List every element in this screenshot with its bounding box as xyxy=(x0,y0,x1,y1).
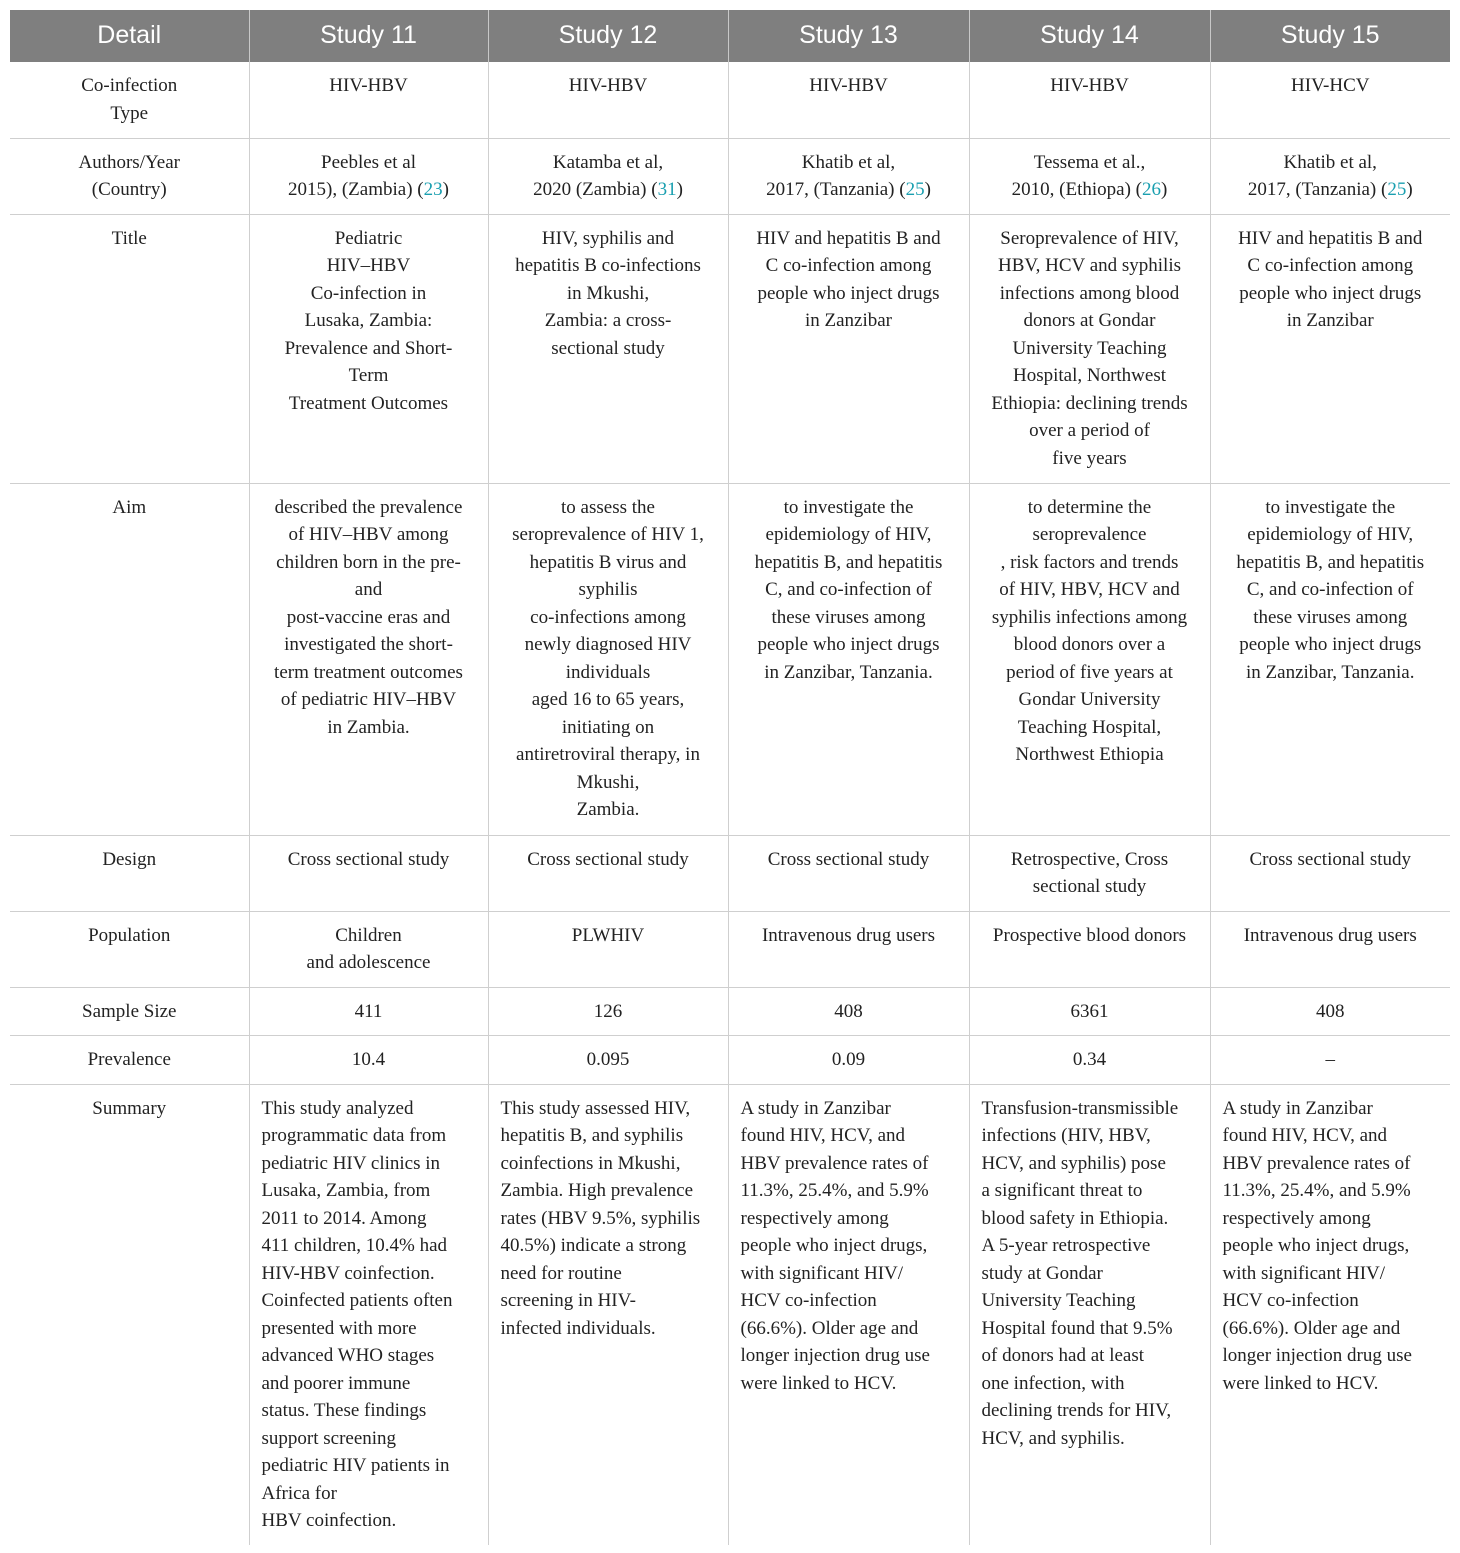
cell-text-line: pediatric HIV clinics in xyxy=(261,1152,441,1174)
cell-text-line: antiretroviral therapy, in xyxy=(516,744,700,765)
cell-text-line: people who inject drugs xyxy=(757,634,940,655)
cell-text-line: longer injection drug use xyxy=(1222,1345,1412,1366)
cell-text-line: hepatitis B co-infections xyxy=(515,255,701,276)
cell-text-line: Cross sectional study xyxy=(527,848,689,870)
table-cell xyxy=(249,214,488,483)
cell-text-line: Term xyxy=(348,365,389,386)
cell-text-line: Pediatric xyxy=(334,227,403,249)
cell-text-line: people who inject drugs xyxy=(1239,634,1422,655)
cell-text-line: initiating on xyxy=(561,716,655,738)
cell-text-line: of HIV–HBV among xyxy=(288,524,449,545)
cell-text-line: This study assessed HIV, xyxy=(500,1097,691,1119)
cell-text-line: , risk factors and trends xyxy=(1000,551,1179,573)
table-cell xyxy=(728,1084,969,1545)
cell-text-line: in Zanzibar xyxy=(1286,310,1374,331)
row-authors-year xyxy=(10,138,1450,214)
table-cell: HIV-HBV xyxy=(488,62,728,138)
row-population xyxy=(10,911,1450,987)
cell-text-line: to investigate the xyxy=(1265,496,1396,518)
cell-text-line: coinfections in Mkushi, xyxy=(500,1152,681,1174)
author-line: Khatib et al, xyxy=(801,151,896,173)
cell-text-line: Seroprevalence of HIV, xyxy=(1000,227,1179,249)
cell-text-line: infections (HIV, HBV, xyxy=(981,1125,1151,1146)
row-label: Sample Size xyxy=(10,987,249,1036)
table-cell xyxy=(249,1084,488,1545)
cell-text-line: aged 16 to 65 years, xyxy=(531,689,685,710)
table-cell: HIV-HCV xyxy=(1210,62,1450,138)
paren-close: ) xyxy=(1161,179,1168,200)
row-label: Summary xyxy=(92,1097,167,1119)
cell-text-line: rates (HBV 9.5%, syphilis xyxy=(500,1207,701,1229)
cell-text-line: with significant HIV/ xyxy=(740,1262,904,1284)
header-study-14: Study 14 xyxy=(969,10,1210,62)
table-cell xyxy=(969,835,1210,911)
cell-text-line: Gondar University xyxy=(1018,689,1161,710)
row-label: Aim xyxy=(10,483,249,835)
table-cell xyxy=(728,138,969,214)
cell-text-line: Cross sectional study xyxy=(1249,848,1411,870)
cell-text-line: five years xyxy=(1052,447,1127,469)
cell-text-line: status. These findings xyxy=(261,1400,427,1421)
cell-text-line: infections among blood xyxy=(999,282,1180,304)
cell-text-line: hepatitis B virus and xyxy=(529,551,687,573)
table-cell xyxy=(969,138,1210,214)
cell-text-line: in Zambia. xyxy=(327,716,410,738)
table-cell: 411 xyxy=(249,987,488,1036)
cell-text-line: people who inject drugs, xyxy=(740,1235,928,1256)
cell-text-line: Africa for xyxy=(261,1482,337,1504)
cell-text-line: syphilis infections among xyxy=(991,606,1188,628)
cell-text-line: described the prevalence xyxy=(274,496,463,518)
paren-close: ) xyxy=(924,179,931,200)
cell-text-line: of pediatric HIV–HBV xyxy=(280,689,457,710)
cell-text-line: Lusaka, Zambia, from xyxy=(261,1180,431,1201)
cell-text-line: found HIV, HCV, and xyxy=(740,1125,905,1146)
cell-text-line: these viruses among xyxy=(1253,606,1408,628)
cell-text-line: newly diagnosed HIV xyxy=(524,634,692,655)
header-study-11: Study 11 xyxy=(249,10,488,62)
cell-text-line: University Teaching xyxy=(1012,337,1167,359)
table-cell xyxy=(488,911,728,987)
cell-text-line: HBV coinfection. xyxy=(261,1510,397,1531)
cell-text-line: University Teaching xyxy=(981,1290,1136,1311)
row-summary xyxy=(10,1084,1450,1545)
header-detail: Detail xyxy=(10,10,249,62)
cell-text-line: 11.3%, 25.4%, and 5.9% xyxy=(1222,1180,1411,1201)
header-row xyxy=(10,10,1450,62)
row-title xyxy=(10,214,1450,483)
row-label: Title xyxy=(10,214,249,483)
paren-close: ) xyxy=(676,179,683,200)
cell-text-line: to investigate the xyxy=(783,496,914,518)
cell-text-line: (66.6%). Older age and xyxy=(740,1317,919,1339)
table-cell xyxy=(488,483,728,835)
cell-text-line: Prevalence and Short- xyxy=(284,337,453,359)
author-year-country: 2017, (Tanzania) ( xyxy=(1247,179,1388,200)
table-cell xyxy=(728,214,969,483)
table-cell xyxy=(969,911,1210,987)
cell-text-line: HCV co-infection xyxy=(1222,1290,1359,1311)
header-study-13: Study 13 xyxy=(728,10,969,62)
cell-text-line: and xyxy=(354,579,383,600)
cell-text-line: HIV and hepatitis B and xyxy=(1238,227,1423,249)
table-cell xyxy=(249,138,488,214)
cell-text-line: HIV, syphilis and xyxy=(541,227,675,249)
cell-text-line: in Zanzibar, Tanzania. xyxy=(1246,661,1415,683)
table-cell xyxy=(249,483,488,835)
cell-text-line: epidemiology of HIV, xyxy=(1247,524,1414,545)
table-cell xyxy=(249,911,488,987)
cell-text-line: Cross sectional study xyxy=(287,848,450,870)
table-cell xyxy=(488,138,728,214)
row-label: Design xyxy=(10,835,249,911)
cell-text-line: Intravenous drug users xyxy=(1243,924,1417,946)
table-cell xyxy=(969,483,1210,835)
cell-text-line: of HIV, HBV, HCV and xyxy=(999,579,1180,600)
cell-text-line: donors at Gondar xyxy=(1023,310,1156,331)
cell-text-line: Children xyxy=(335,924,402,946)
row-sample-size xyxy=(10,987,1450,1036)
paren-close: ) xyxy=(442,179,449,200)
table-cell: 0.095 xyxy=(488,1036,728,1085)
paren-close: ) xyxy=(1406,179,1413,200)
cell-text-line: investigated the short- xyxy=(284,634,453,655)
cell-text-line: children born in the pre- xyxy=(276,551,461,573)
cell-text-line: term treatment outcomes xyxy=(274,661,463,683)
cell-text-line: Northwest Ethiopia xyxy=(1015,744,1164,765)
cell-text-line: seroprevalence of HIV 1, xyxy=(512,524,704,545)
cell-text-line: advanced WHO stages xyxy=(261,1345,435,1366)
table-cell xyxy=(1210,835,1450,911)
cell-text-line: longer injection drug use xyxy=(740,1345,930,1366)
cell-text-line: pediatric HIV patients in xyxy=(261,1455,450,1476)
cell-text-line: Mkushi, xyxy=(576,771,640,793)
cell-text-line: Retrospective, Cross xyxy=(1010,848,1169,870)
table-cell: – xyxy=(1210,1036,1450,1085)
cell-text-line: presented with more xyxy=(261,1317,417,1339)
table-cell xyxy=(1210,911,1450,987)
row-label: Prevalence xyxy=(10,1036,249,1085)
cell-text-line: sectional study xyxy=(1032,876,1147,897)
cell-text-line: HIV-HBV coinfection. xyxy=(261,1262,435,1284)
table-cell xyxy=(488,1084,728,1545)
cell-text-line: 2011 to 2014. Among xyxy=(261,1207,427,1229)
cell-text-line: of donors had at least xyxy=(981,1345,1145,1366)
cell-text-line: people who inject drugs xyxy=(757,282,940,304)
cell-text-line: epidemiology of HIV, xyxy=(765,524,932,545)
cell-text-line: Hospital found that 9.5% xyxy=(981,1317,1173,1339)
cell-text-line: were linked to HCV. xyxy=(740,1372,897,1394)
table-cell xyxy=(728,483,969,835)
cell-text-line: HBV prevalence rates of xyxy=(1222,1152,1411,1174)
cell-text-line: hepatitis B, and syphilis xyxy=(500,1125,684,1146)
table-cell: 408 xyxy=(728,987,969,1036)
cell-text-line: one infection, with xyxy=(981,1372,1125,1394)
author-line: Tessema et al., xyxy=(1033,151,1146,173)
header-study-15: Study 15 xyxy=(1210,10,1450,62)
author-line: Katamba et al, xyxy=(552,151,664,173)
cell-text-line: were linked to HCV. xyxy=(1222,1372,1379,1394)
row-coinfection-type xyxy=(10,62,1450,138)
author-line: Peebles et al xyxy=(321,151,416,173)
cell-text-line: C, and co-infection of xyxy=(765,579,932,600)
cell-text-line: individuals xyxy=(565,661,651,683)
cell-text-line: need for routine xyxy=(500,1262,622,1284)
cell-text-line: HCV, and syphilis) pose xyxy=(981,1152,1166,1174)
row-aim xyxy=(10,483,1450,835)
header-study-12: Study 12 xyxy=(488,10,728,62)
cell-text-line: declining trends for HIV, xyxy=(981,1400,1172,1421)
reference-link[interactable]: 23 xyxy=(423,179,443,200)
label-line: Type xyxy=(110,102,149,124)
cell-text-line: HBV prevalence rates of xyxy=(740,1152,929,1174)
cell-text-line: support screening xyxy=(261,1427,397,1449)
cell-text-line: in Zanzibar xyxy=(804,310,893,331)
cell-text-line: C co-infection among xyxy=(765,255,932,276)
cell-text-line: PLWHIV xyxy=(571,924,645,946)
author-year-country: 2017, (Tanzania) ( xyxy=(766,179,906,200)
cell-text-line: 11.3%, 25.4%, and 5.9% xyxy=(740,1180,929,1201)
cell-text-line: blood donors over a xyxy=(1013,634,1166,655)
cell-text-line: Co-infection in xyxy=(310,282,427,304)
table-cell: HIV-HBV xyxy=(249,62,488,138)
cell-text-line: and poorer immune xyxy=(261,1372,411,1394)
cell-text-line: a significant threat to xyxy=(981,1180,1143,1201)
cell-text-line: 411 children, 10.4% had xyxy=(261,1235,448,1256)
table-cell: 126 xyxy=(488,987,728,1036)
table-cell xyxy=(488,835,728,911)
table-cell xyxy=(1210,483,1450,835)
cell-text-line: in Zanzibar, Tanzania. xyxy=(764,661,933,683)
cell-text-line: programmatic data from xyxy=(261,1125,447,1146)
cell-text-line: respectively among xyxy=(740,1207,889,1229)
cell-text-line: co-infections among xyxy=(530,606,686,628)
cell-text-line: Transfusion-transmissible xyxy=(981,1097,1179,1119)
cell-text-line: period of five years at xyxy=(1006,661,1173,683)
cell-text-line: Treatment Outcomes xyxy=(288,392,449,414)
label-line: Authors/Year xyxy=(78,151,180,173)
row-prevalence xyxy=(10,1036,1450,1085)
cell-text-line: C co-infection among xyxy=(1247,255,1414,276)
table-cell xyxy=(1210,214,1450,483)
cell-text-line: Coinfected patients often xyxy=(261,1290,453,1311)
reference-link[interactable]: 25 xyxy=(1387,179,1407,200)
row-label: Population xyxy=(10,911,249,987)
cell-text-line: people who inject drugs, xyxy=(1222,1235,1410,1256)
label-line: (Country) xyxy=(91,179,167,200)
cell-text-line: HCV, and syphilis. xyxy=(981,1427,1125,1449)
cell-text-line: to determine the xyxy=(1027,496,1152,518)
cell-text-line: over a period of xyxy=(1029,420,1150,441)
table-cell xyxy=(969,1084,1210,1545)
table-cell: 408 xyxy=(1210,987,1450,1036)
table-cell xyxy=(488,214,728,483)
table-cell xyxy=(728,835,969,911)
cell-text-line: A study in Zanzibar xyxy=(740,1097,891,1119)
cell-text-line: hepatitis B, and hepatitis xyxy=(754,551,943,573)
cell-text-line: HBV, HCV and syphilis xyxy=(998,255,1181,276)
cell-text-line: Ethiopia: declining trends xyxy=(991,392,1188,414)
cell-text-line: C, and co-infection of xyxy=(1246,579,1414,600)
cell-text-line: in Mkushi, xyxy=(566,282,650,304)
cell-text-line: and adolescence xyxy=(306,952,431,973)
row-label xyxy=(10,62,249,138)
cell-text-line: respectively among xyxy=(1222,1207,1371,1229)
table-cell xyxy=(1210,1084,1450,1545)
cell-text-line: Zambia. High prevalence xyxy=(500,1180,694,1201)
reference-link[interactable]: 25 xyxy=(905,179,925,200)
cell-text-line: HCV co-infection xyxy=(740,1290,877,1311)
cell-text-line: Zambia. xyxy=(576,799,640,820)
author-line: Khatib et al, xyxy=(1283,151,1377,173)
cell-text-line: Teaching Hospital, xyxy=(1017,716,1162,738)
row-label xyxy=(10,138,249,214)
table-cell xyxy=(249,835,488,911)
cell-text-line: screening in HIV- xyxy=(500,1290,636,1311)
cell-text-line: (66.6%). Older age and xyxy=(1222,1317,1401,1339)
table-cell: 0.34 xyxy=(969,1036,1210,1085)
cell-text-line: blood safety in Ethiopia. xyxy=(981,1207,1169,1229)
cell-text-line: infected individuals. xyxy=(500,1317,656,1339)
author-year-country: 2020 (Zambia) ( xyxy=(533,179,658,200)
cell-text-line: This study analyzed xyxy=(261,1097,414,1119)
table-cell: 10.4 xyxy=(249,1036,488,1085)
cell-text-line: A study in Zanzibar xyxy=(1222,1097,1373,1119)
cell-text-line: syphilis xyxy=(578,579,638,600)
cell-text-line: seroprevalence xyxy=(1032,524,1147,545)
cell-text-line: A 5-year retrospective xyxy=(981,1235,1151,1256)
cell-text-line: HIV–HBV xyxy=(326,255,411,276)
cell-text-line: Intravenous drug users xyxy=(761,924,936,946)
cell-text-line: with significant HIV/ xyxy=(1222,1262,1386,1284)
cell-text-line: to assess the xyxy=(561,496,655,518)
cell-text-line: Prospective blood donors xyxy=(992,924,1187,946)
reference-link[interactable]: 26 xyxy=(1142,179,1161,200)
cell-text-line: Cross sectional study xyxy=(767,848,930,870)
cell-text-line: hepatitis B, and hepatitis xyxy=(1236,551,1425,573)
table-cell xyxy=(1210,138,1450,214)
cell-text-line: found HIV, HCV, and xyxy=(1222,1125,1387,1146)
table-cell xyxy=(969,214,1210,483)
cell-text-line: 40.5%) indicate a strong xyxy=(500,1235,687,1256)
cell-text-line: Lusaka, Zambia: xyxy=(304,310,433,331)
cell-text-line: HIV and hepatitis B and xyxy=(756,227,941,249)
cell-text-line: people who inject drugs xyxy=(1239,282,1422,304)
row-design xyxy=(10,835,1450,911)
author-year-country: 2015), (Zambia) ( xyxy=(288,179,424,200)
table-cell: 0.09 xyxy=(728,1036,969,1085)
cell-text-line: Hospital, Northwest xyxy=(1012,365,1167,386)
study-comparison-table xyxy=(10,10,1450,1545)
cell-text-line: sectional study xyxy=(551,337,665,359)
table-cell xyxy=(728,911,969,987)
label-line: Co-infection xyxy=(81,75,178,96)
reference-link[interactable]: 31 xyxy=(657,179,677,200)
cell-text-line: Zambia: a cross- xyxy=(544,310,672,331)
table-cell: HIV-HBV xyxy=(728,62,969,138)
cell-text-line: these viruses among xyxy=(771,606,926,628)
author-year-country: 2010, (Ethiopa) ( xyxy=(1011,179,1142,200)
cell-text-line: post-vaccine eras and xyxy=(286,606,451,628)
cell-text-line: study at Gondar xyxy=(981,1262,1103,1284)
table-cell: 6361 xyxy=(969,987,1210,1036)
table-cell: HIV-HBV xyxy=(969,62,1210,138)
